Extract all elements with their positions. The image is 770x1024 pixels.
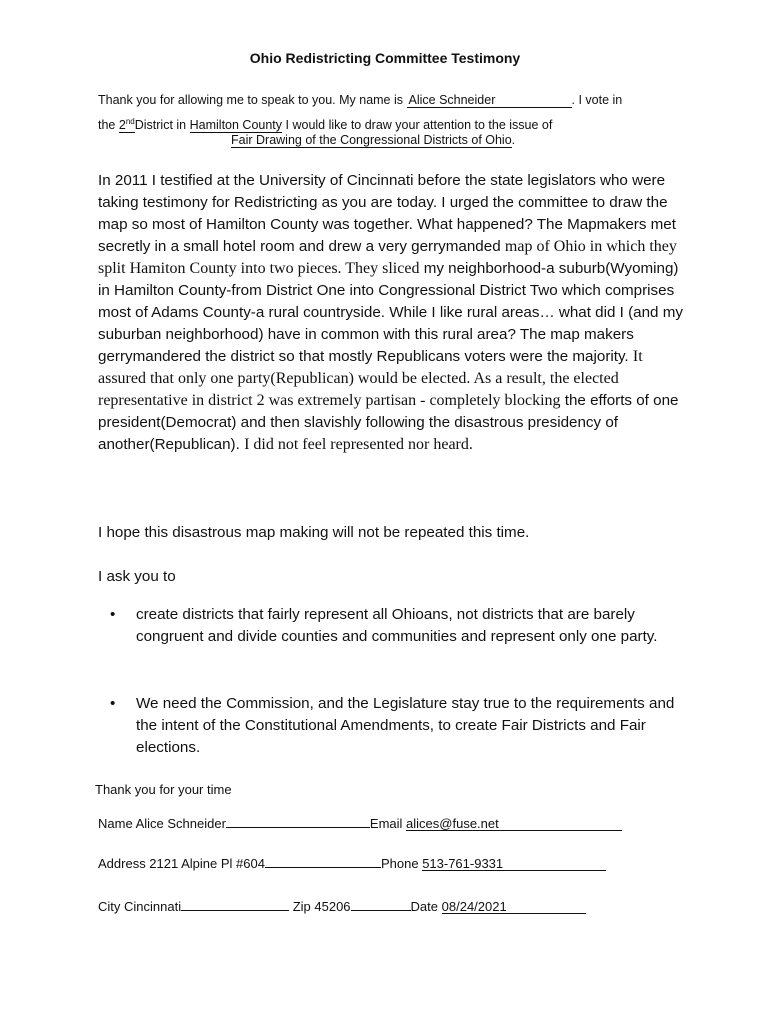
body-text-1: In 2011 I testified at the University of Cincinnati before the state legislators who were taking testimony for Redistricting as you are today. I urged the committee to draw the map so most of Hamilton County was together. What happened? The Mapmakers met secretly in a small hotel room and drew a very gerrymanded — [98, 172, 676, 255]
bullet-icon: • — [110, 606, 116, 623]
email-value: alices@fuse.net — [406, 816, 499, 831]
phone-field — [422, 856, 606, 871]
zip-underline — [351, 896, 411, 911]
testimony-body — [98, 170, 688, 456]
name-blank — [407, 94, 572, 108]
bullet-list — [110, 604, 690, 648]
address-underline — [265, 853, 381, 868]
name-value: Alice Schneider — [408, 93, 496, 107]
issue-blank — [231, 134, 512, 148]
bullet-item — [110, 693, 690, 759]
name-label: Name Alice Schneider — [98, 816, 226, 831]
district-number: 2 — [118, 118, 126, 133]
document-title: Ohio Redistricting Committee Testimony — [249, 50, 521, 66]
intro-line1-suffix: . I vote in — [571, 93, 623, 107]
county-value: Hamilton County — [189, 118, 283, 133]
body-text-4: It assured that only one party(Republican) would be elected. As a result, the elected representative in district 2 was extremely partisan - completely blocking — [98, 348, 643, 409]
ask-paragraph: I ask you to — [98, 568, 176, 585]
address-label: Address 2121 Alpine Pl #604 — [98, 856, 265, 871]
form-row-address-phone — [98, 853, 606, 871]
bullet-item — [110, 604, 690, 648]
zip-label: Zip 45206 — [292, 899, 351, 914]
intro-line2-suffix: I would like to draw your attention to the issue of — [285, 118, 553, 133]
email-field — [406, 816, 622, 831]
intro-line2-the: the — [98, 118, 116, 133]
district-suffix: nd — [125, 117, 135, 126]
body-text-2: map of Ohio in which they split Hamiton County into two pieces. They sliced — [98, 238, 677, 277]
city-underline — [181, 896, 289, 911]
form-row-city-zip-date — [98, 896, 586, 914]
intro-line2-district-in: District in — [134, 118, 187, 133]
intro-line-2 — [98, 115, 552, 133]
body-text-3: my neighborhood-a suburb(Wyoming) in Hamilton County-from District One into Congressional District Two which comprises most of Adams County-a rural countryside. While I like rural areas… what did I (and my suburban neighborhood) have in common with this rural area? The map makers gerrymandered the district so that mostly Republicans voters were the majority. — [98, 260, 683, 365]
city-label: City Cincinnati — [98, 899, 182, 914]
bullet-text-2: We need the Commission, and the Legislature stay true to the requirements and the intent of the Constitutional Amendments, to create Fair Districts and Fair elections. — [136, 695, 675, 756]
phone-label: Phone — [380, 856, 419, 871]
body-text-6: I did not feel represented nor heard. — [244, 436, 473, 453]
phone-value: 513-761-9331 — [422, 856, 504, 871]
intro-line-1 — [98, 93, 622, 108]
date-value: 08/24/2021 — [441, 899, 507, 914]
issue-end: . — [511, 133, 516, 147]
date-label: Date — [410, 899, 439, 914]
email-label: Email — [369, 816, 403, 831]
county-blank — [190, 119, 282, 133]
bullet-list-2 — [110, 693, 690, 759]
thanks-line: Thank you for your time — [95, 782, 232, 797]
form-row-name-email — [98, 813, 622, 831]
name-underline — [226, 813, 370, 828]
issue-value: Fair Drawing of the Congressional Districts of Ohio — [231, 133, 512, 147]
hope-paragraph: I hope this disastrous map making will not be repeated this time. — [98, 524, 530, 541]
district-blank — [119, 115, 135, 133]
intro-line-3 — [231, 133, 515, 148]
body-text-5: the efforts of one president(Democrat) and then slavishly following the disastrous presidency of another(Republican). — [98, 392, 679, 453]
bullet-text-1: create districts that fairly represent all Ohioans, not districts that are barely congruent and divide counties and communities and represent only one party. — [136, 606, 658, 645]
intro-line1-prefix: Thank you for allowing me to speak to you. My name is — [98, 93, 404, 107]
bullet-icon: • — [110, 695, 116, 712]
date-field — [442, 899, 586, 914]
